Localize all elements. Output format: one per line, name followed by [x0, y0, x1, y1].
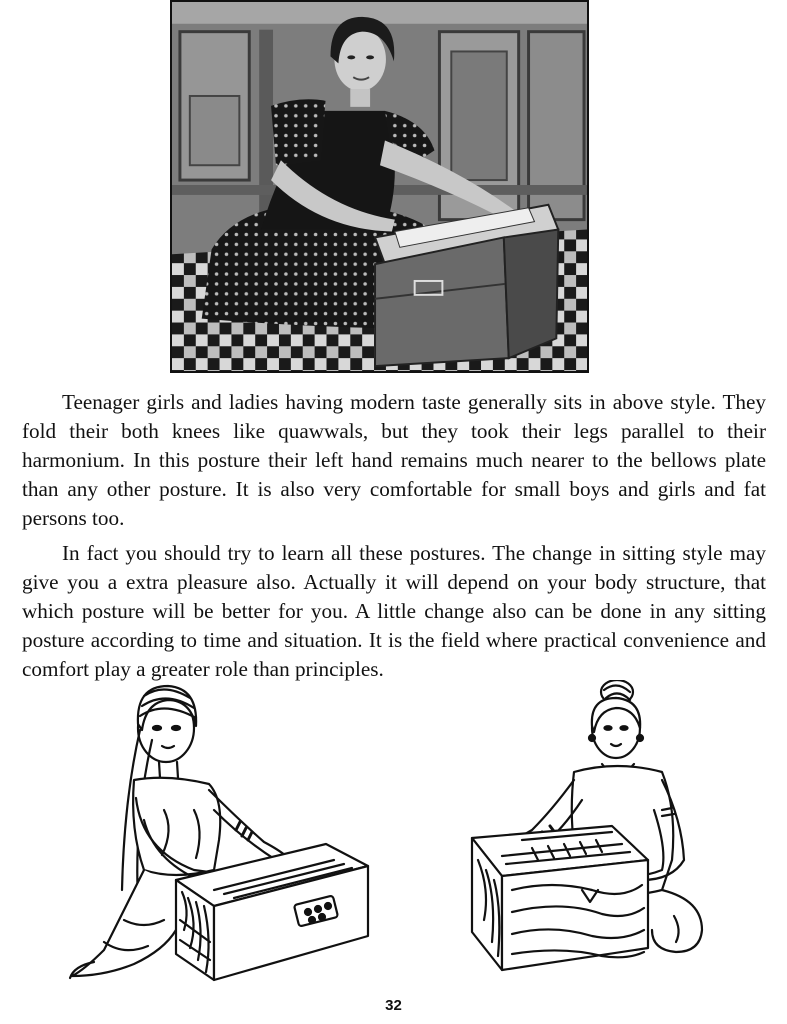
page-number: 32	[385, 997, 402, 1014]
body-text	[22, 388, 766, 690]
woman-playing-harmonium-photo	[170, 0, 589, 373]
paragraph-learn-all-postures: In fact you should try to learn all these postures. The change in sitting style may give you a extra pleasure also. Actually it will depend on your body structure, that which posture will be better for you. A little change also can be done in any sitting posture according to time and situation. It is the field where practical convenience and comfort play a greater role than principles.	[22, 541, 766, 681]
kneeling-woman-harmonium-illustration	[64, 680, 372, 982]
sitting-woman-harmonium-illustration	[462, 680, 710, 982]
paragraph-postures-modern-style: Teenager girls and ladies having modern taste generally sits in above style. They fold their both knees like quawwals, but they took their legs parallel to their harmonium. In this posture their left hand remains much nearer to the bellows plate than any other posture. It is also very comfortable for small boys and girls and fat persons too.	[22, 390, 766, 530]
